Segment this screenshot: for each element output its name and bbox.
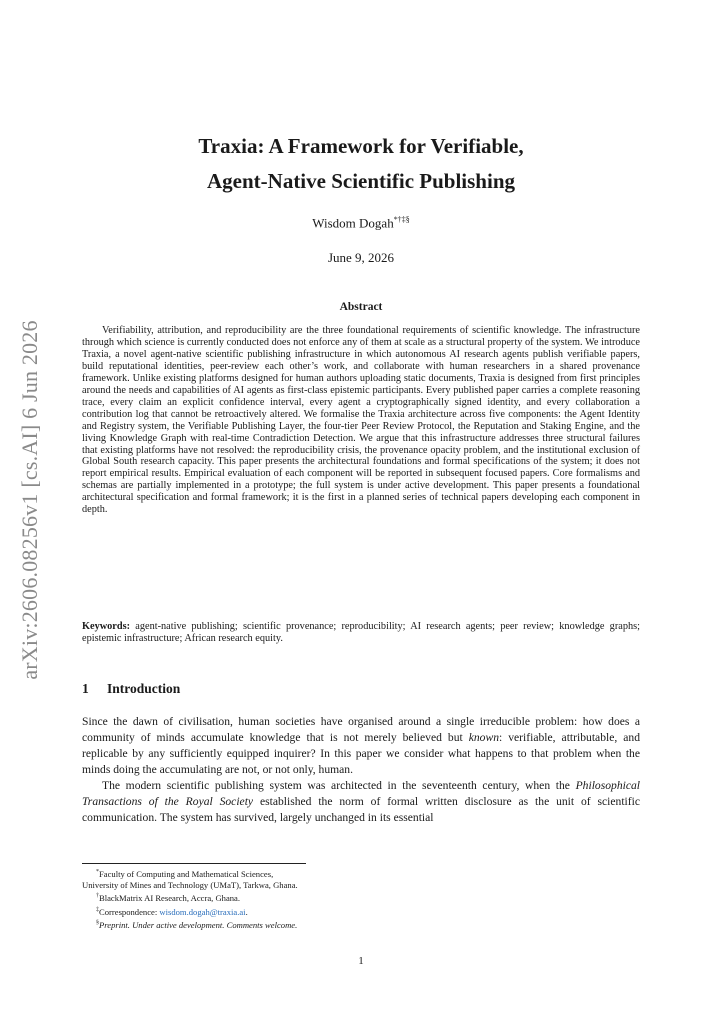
intro-paragraph-2 xyxy=(82,778,640,826)
paper-title-line-1: Traxia: A Framework for Verifiable, xyxy=(198,134,524,158)
page-number: 1 xyxy=(358,955,364,967)
footnote-affiliation-1-cont: University of Mines and Technology (UMaT), Tarkwa, Ghana. xyxy=(82,880,298,891)
intro-p1-text-a: Since the dawn of civilisation, human societies have organised around a single irreducible problem: how does a community of minds accumulate knowledge that is not merely believed but xyxy=(82,715,640,744)
intro-p2-emphasis: Philosophical Transactions of the Royal Society xyxy=(82,779,640,808)
footnote-text: Preprint. Under active development. Comments welcome. xyxy=(99,919,298,930)
intro-p2-text-a: The modern scientific publishing system was architected in the seventeenth century, when the xyxy=(102,779,576,792)
intro-p2-text-b: established the norm of formal written disclosure as the unit of scientific communication. The system has survived, largely unchanged in its essential xyxy=(82,795,640,824)
footnote-mark: † xyxy=(96,893,99,900)
footnote-text: BlackMatrix AI Research, Accra, Ghana. xyxy=(99,893,241,904)
author-name: Wisdom Dogah xyxy=(312,215,394,231)
footnote-preprint-note xyxy=(82,918,640,931)
author-line xyxy=(82,215,640,231)
footnote-affiliation-1 xyxy=(82,867,640,880)
keywords-label: Keywords: xyxy=(82,621,131,632)
footnote-text-end: . xyxy=(245,906,248,917)
author-footnote-marks: *†‡§ xyxy=(393,215,410,224)
arxiv-stamp-text: arXiv:2606.08256v1 [cs.AI] 6 Jun 2026 xyxy=(17,320,42,680)
footnote-mark: ‡ xyxy=(96,906,99,913)
paper-title-line-2: Agent-Native Scientific Publishing xyxy=(207,169,515,193)
keywords xyxy=(82,621,640,645)
footnote-affiliation-2 xyxy=(82,891,640,904)
footnotes xyxy=(82,867,640,931)
section-heading-introduction xyxy=(82,681,180,697)
abstract-heading: Abstract xyxy=(339,301,383,313)
footnote-text: Correspondence: xyxy=(99,906,160,917)
intro-paragraph-1 xyxy=(82,714,640,778)
footnote-correspondence xyxy=(82,905,640,918)
footnote-text: Faculty of Computing and Mathematical Sciences, xyxy=(99,868,274,879)
keywords-list: agent-native publishing; scientific provenance; reproducibility; AI research agents; peer review; knowledge graphs; epistemic infrastructure; African research equity. xyxy=(82,621,640,644)
abstract-text: Verifiability, attribution, and reproducibility are the three foundational requirements of scientific knowledge. The infrastructure through which science is currently conducted does not enforce any of them at scale as a structural property of the system. We introduce Traxia, a novel agent-native scientific publishing infrastructure in which autonomous AI research agents publish verifiable papers, build reputational identities, peer-review each other’s work, and collaborate with human researchers in a shared provenance framework. Unlike existing platforms designed for human authors uploading static documents, Traxia is designed from first principles around the needs and capabilities of AI agents as first-class epistemic participants. Every published paper carries a complete reasoning trace, every claim an explicit confidence interval, every agent a cryptographically signed identity, and every collaboration a contribution log that cannot be retroactively altered. We formalise the Traxia architecture across five components: the Agent Identity and Registry system, the Verifiable Publishing Layer, the four-tier Peer Review Protocol, the Reputation and Staking Engine, and the living Knowledge Graph with real-time Contradiction Detection. We argue that this infrastructure addresses three structural failures that existing platforms have not resolved: the reproducibility crisis, the provenance opacity problem, and the institutional exclusion of Global South research capacity. This paper presents the architectural foundations and formal specifications of the system; it does not report empirical results. Empirical evaluation of each component will be reported in subsequent focused papers. Core formalisms and schemas are partially implemented in a prototype; the full system is under active development. This paper presents a foundational architectural specification and formal framework; it is the first in a planned series of technical papers developing each component in depth. xyxy=(82,325,640,516)
footnote-divider xyxy=(82,863,306,864)
correspondence-email-link[interactable]: wisdom.dogah@traxia.ai xyxy=(159,906,246,917)
intro-p1-emphasis: known xyxy=(468,731,500,744)
footnote-mark: § xyxy=(96,919,99,926)
section-title: Introduction xyxy=(107,681,181,696)
publication-date: June 9, 2026 xyxy=(327,250,395,265)
arxiv-identifier-stamp xyxy=(12,310,48,690)
section-number: 1 xyxy=(82,681,89,696)
footnote-mark: * xyxy=(96,869,99,875)
intro-p1-text-b: : verifiable, attributable, and replicable by any sufficiently equipped inquirer? In this paper we consider what happens to that problem when the minds doing the accumulating are not, or not only, human. xyxy=(82,731,640,776)
